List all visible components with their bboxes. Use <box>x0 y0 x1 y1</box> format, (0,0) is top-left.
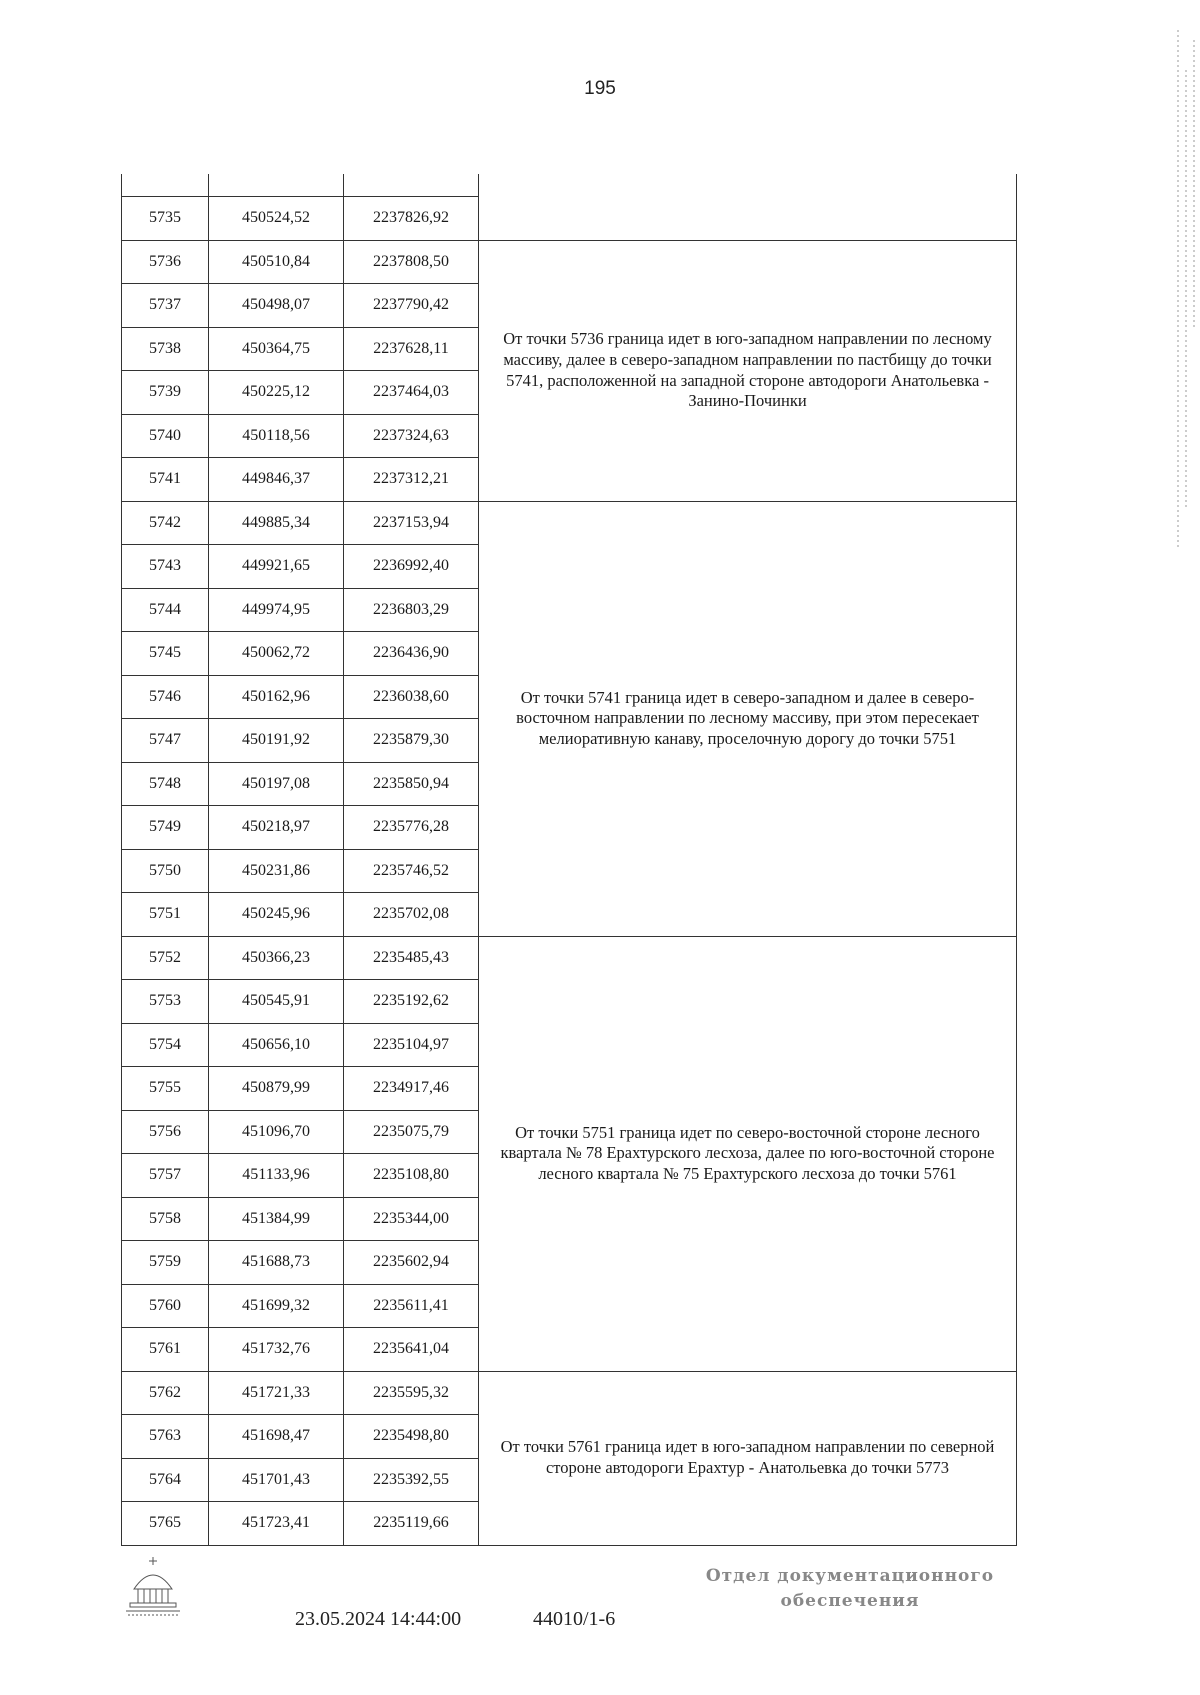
point-number-cell: 5735 <box>122 197 209 241</box>
x-coordinate-cell: 450162,96 <box>209 675 344 719</box>
table-row <box>122 197 1017 241</box>
y-coordinate-cell: 2235611,41 <box>344 1284 479 1328</box>
point-number-cell: 5759 <box>122 1241 209 1285</box>
x-coordinate-cell: 451721,33 <box>209 1371 344 1415</box>
boundary-description-cell: От точки 5736 граница идет в юго-западном направлении по лесному массиву, далее в северо-западном направлении по пастбищу до точки 5741, расположенной на западной стороне автодороги Анатольевка - Занино-Починки <box>479 240 1017 501</box>
boundary-description-cell: От точки 5761 граница идет в юго-западном направлении по северной стороне автодороги Ерахтур - Анатольевка до точки 5773 <box>479 1371 1017 1545</box>
y-coordinate-cell: 2235850,94 <box>344 762 479 806</box>
x-coordinate-cell: 449846,37 <box>209 458 344 502</box>
x-coordinate-cell: 450245,96 <box>209 893 344 937</box>
y-coordinate-cell: 2235075,79 <box>344 1110 479 1154</box>
y-coordinate-cell: 2235498,80 <box>344 1415 479 1459</box>
continuation-cell <box>479 174 1017 197</box>
x-coordinate-cell: 450118,56 <box>209 414 344 458</box>
x-coordinate-cell: 450364,75 <box>209 327 344 371</box>
y-coordinate-cell: 2235344,00 <box>344 1197 479 1241</box>
archive-logo <box>124 1555 182 1617</box>
point-number-cell: 5741 <box>122 458 209 502</box>
x-coordinate-cell: 451698,47 <box>209 1415 344 1459</box>
point-number-cell: 5751 <box>122 893 209 937</box>
point-number-cell: 5762 <box>122 1371 209 1415</box>
x-coordinate-cell: 451699,32 <box>209 1284 344 1328</box>
point-number-cell: 5763 <box>122 1415 209 1459</box>
x-coordinate-cell: 451723,41 <box>209 1502 344 1546</box>
stamp-line-1: Отдел документационного <box>705 1566 995 1586</box>
x-coordinate-cell: 450191,92 <box>209 719 344 763</box>
y-coordinate-cell: 2235702,08 <box>344 893 479 937</box>
x-coordinate-cell: 451096,70 <box>209 1110 344 1154</box>
table-row <box>122 501 1017 545</box>
point-number-cell: 5738 <box>122 327 209 371</box>
y-coordinate-cell: 2235879,30 <box>344 719 479 763</box>
y-coordinate-cell: 2235192,62 <box>344 980 479 1024</box>
table-row <box>122 936 1017 980</box>
boundary-description-cell: От точки 5741 граница идет в северо-западном и далее в северо-восточном направлении по лесному массиву, при этом пересекает мелиоративную канаву, проселочную дорогу до точки 5751 <box>479 501 1017 936</box>
x-coordinate-cell: 450231,86 <box>209 849 344 893</box>
y-coordinate-cell: 2236803,29 <box>344 588 479 632</box>
table-row <box>122 240 1017 284</box>
point-number-cell: 5750 <box>122 849 209 893</box>
point-number-cell: 5737 <box>122 284 209 328</box>
y-coordinate-cell: 2236038,60 <box>344 675 479 719</box>
x-coordinate-cell: 450510,84 <box>209 240 344 284</box>
point-number-cell: 5753 <box>122 980 209 1024</box>
point-number-cell: 5752 <box>122 936 209 980</box>
point-number-cell: 5740 <box>122 414 209 458</box>
point-number-cell: 5765 <box>122 1502 209 1546</box>
y-coordinate-cell: 2237464,03 <box>344 371 479 415</box>
y-coordinate-cell: 2237312,21 <box>344 458 479 502</box>
y-coordinate-cell: 2236992,40 <box>344 545 479 589</box>
y-coordinate-cell: 2235108,80 <box>344 1154 479 1198</box>
point-number-cell: 5746 <box>122 675 209 719</box>
y-coordinate-cell: 2235595,32 <box>344 1371 479 1415</box>
point-number-cell: 5736 <box>122 240 209 284</box>
x-coordinate-cell: 450062,72 <box>209 632 344 676</box>
y-coordinate-cell: 2235641,04 <box>344 1328 479 1372</box>
x-coordinate-cell: 450545,91 <box>209 980 344 1024</box>
point-number-cell: 5749 <box>122 806 209 850</box>
page-number: 195 <box>584 78 616 99</box>
continuation-cell <box>209 174 344 197</box>
x-coordinate-cell: 449921,65 <box>209 545 344 589</box>
x-coordinate-cell: 450656,10 <box>209 1023 344 1067</box>
y-coordinate-cell: 2235602,94 <box>344 1241 479 1285</box>
stamp-line-2: обеспечения <box>780 1590 920 1611</box>
x-coordinate-cell: 450197,08 <box>209 762 344 806</box>
point-number-cell: 5745 <box>122 632 209 676</box>
point-number-cell: 5747 <box>122 719 209 763</box>
x-coordinate-cell: 450366,23 <box>209 936 344 980</box>
footer-document-code: 44010/1-6 <box>533 1608 616 1630</box>
x-coordinate-cell: 450225,12 <box>209 371 344 415</box>
x-coordinate-cell: 451701,43 <box>209 1458 344 1502</box>
point-number-cell: 5748 <box>122 762 209 806</box>
x-coordinate-cell: 451133,96 <box>209 1154 344 1198</box>
continuation-cell <box>122 174 209 197</box>
x-coordinate-cell: 451732,76 <box>209 1328 344 1372</box>
y-coordinate-cell: 2237628,11 <box>344 327 479 371</box>
y-coordinate-cell: 2235776,28 <box>344 806 479 850</box>
x-coordinate-cell: 449974,95 <box>209 588 344 632</box>
point-number-cell: 5742 <box>122 501 209 545</box>
y-coordinate-cell: 2236436,90 <box>344 632 479 676</box>
y-coordinate-cell: 2235119,66 <box>344 1502 479 1546</box>
footer-datetime: 23.05.2024 14:44:00 <box>295 1608 462 1630</box>
point-number-cell: 5744 <box>122 588 209 632</box>
y-coordinate-cell: 2237324,63 <box>344 414 479 458</box>
x-coordinate-cell: 449885,34 <box>209 501 344 545</box>
coordinates-table-container <box>121 174 1016 1546</box>
margin-scan-marks <box>1172 30 1200 550</box>
y-coordinate-cell: 2235746,52 <box>344 849 479 893</box>
y-coordinate-cell: 2237808,50 <box>344 240 479 284</box>
table-row <box>122 1371 1017 1415</box>
point-number-cell: 5760 <box>122 1284 209 1328</box>
point-number-cell: 5764 <box>122 1458 209 1502</box>
y-coordinate-cell: 2235392,55 <box>344 1458 479 1502</box>
coordinates-table <box>121 174 1017 1546</box>
x-coordinate-cell: 450879,99 <box>209 1067 344 1111</box>
x-coordinate-cell: 451384,99 <box>209 1197 344 1241</box>
point-number-cell: 5743 <box>122 545 209 589</box>
point-number-cell: 5739 <box>122 371 209 415</box>
x-coordinate-cell: 450524,52 <box>209 197 344 241</box>
point-number-cell: 5761 <box>122 1328 209 1372</box>
y-coordinate-cell: 2235104,97 <box>344 1023 479 1067</box>
continuation-cell <box>344 174 479 197</box>
point-number-cell: 5756 <box>122 1110 209 1154</box>
y-coordinate-cell: 2234917,46 <box>344 1067 479 1111</box>
x-coordinate-cell: 450498,07 <box>209 284 344 328</box>
point-number-cell: 5755 <box>122 1067 209 1111</box>
description-cell-continued <box>479 197 1017 241</box>
y-coordinate-cell: 2237826,92 <box>344 197 479 241</box>
y-coordinate-cell: 2235485,43 <box>344 936 479 980</box>
y-coordinate-cell: 2237153,94 <box>344 501 479 545</box>
boundary-description-cell: От точки 5751 граница идет по северо-восточной стороне лесного квартала № 78 Ерахтурского лесхоза, далее по юго-восточной стороне лесного квартала № 75 Ерахтурского лесхоза до точки 5761 <box>479 936 1017 1371</box>
point-number-cell: 5757 <box>122 1154 209 1198</box>
table-continuation-row <box>122 174 1017 197</box>
point-number-cell: 5754 <box>122 1023 209 1067</box>
y-coordinate-cell: 2237790,42 <box>344 284 479 328</box>
point-number-cell: 5758 <box>122 1197 209 1241</box>
x-coordinate-cell: 451688,73 <box>209 1241 344 1285</box>
x-coordinate-cell: 450218,97 <box>209 806 344 850</box>
department-stamp <box>700 1564 1000 1613</box>
